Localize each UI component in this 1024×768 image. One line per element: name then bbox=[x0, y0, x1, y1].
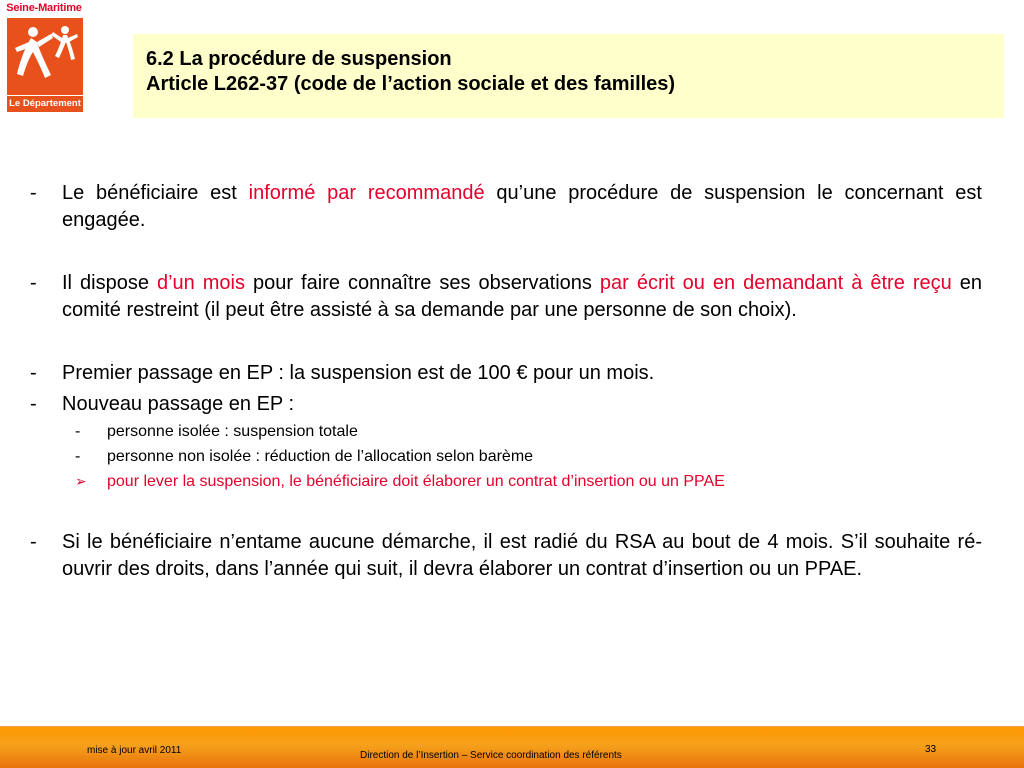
sub-bullet-item-highlight bbox=[30, 471, 982, 492]
arrow-bullet-icon: ➢ bbox=[75, 473, 87, 489]
item-text: Nouveau passage en EP : bbox=[62, 392, 295, 415]
item-text: pour faire connaître ses observations bbox=[245, 272, 600, 294]
slide-title-box bbox=[133, 34, 1004, 118]
sub-item-text: pour lever la suspension, le bénéficiaire doit élaborer un contrat d’insertion ou un PPAE bbox=[107, 473, 725, 490]
sub-bullet-item bbox=[30, 421, 982, 442]
sub-item-text: personne isolée : suspension totale bbox=[107, 423, 358, 440]
dash-bullet: - bbox=[30, 182, 37, 204]
sub-item-text: personne non isolée : réduction de l’allocation selon barème bbox=[107, 448, 534, 465]
item-highlight: par écrit ou en demandant à être reçu bbox=[599, 272, 952, 294]
bullet-item bbox=[30, 529, 982, 582]
sub-bullet-item bbox=[30, 446, 982, 467]
logo-bottom-text: Le Département bbox=[7, 95, 83, 109]
figures-emblem-icon bbox=[7, 18, 83, 94]
bullet-item bbox=[30, 270, 982, 323]
item-highlight: d’un mois bbox=[156, 272, 246, 294]
bullet-item bbox=[30, 391, 982, 418]
dash-bullet: - bbox=[30, 531, 37, 553]
item-highlight: informé par recommandé bbox=[248, 182, 485, 204]
item-text: Il dispose bbox=[62, 272, 157, 294]
logo-top-text: Seine-Maritime bbox=[6, 2, 82, 14]
slide-title: 6.2 La procédure de suspension bbox=[146, 48, 452, 70]
item-text: Premier passage en EP : la suspension est de 100 € pour un mois. bbox=[62, 362, 655, 384]
dash-bullet: - bbox=[30, 362, 37, 384]
slide-body bbox=[30, 180, 982, 582]
department-logo bbox=[5, 2, 83, 112]
dash-bullet: - bbox=[30, 392, 37, 415]
footer-date: mise à jour avril 2011 bbox=[87, 745, 182, 756]
item-text: Le bénéficiaire est bbox=[62, 182, 249, 204]
item-text: Si le bénéficiaire n’entame aucune démarche, il est radié du RSA au bout de 4 mois. S’il souhaite ré-ouvrir des droits, dans l’année qui suit, il devra élaborer un contrat d’insertion ou un PPAE. bbox=[62, 531, 982, 580]
logo-emblem bbox=[7, 18, 83, 112]
item-text: en comité restreint (il peut être assisté à sa demande par une personne de son choix). bbox=[62, 272, 982, 321]
bullet-item bbox=[30, 180, 982, 233]
dash-bullet: - bbox=[75, 448, 81, 465]
dash-bullet: - bbox=[75, 423, 81, 440]
slide-subtitle: Article L262-37 (code de l’action sociale et des familles) bbox=[146, 73, 676, 95]
page-number: 33 bbox=[925, 744, 937, 755]
item-text: qu’une procédure de suspension le concernant est engagée. bbox=[62, 182, 982, 231]
footer-department: Direction de l’Insertion – Service coordination des référents bbox=[360, 750, 622, 761]
bullet-item bbox=[30, 360, 982, 387]
dash-bullet: - bbox=[30, 272, 37, 294]
